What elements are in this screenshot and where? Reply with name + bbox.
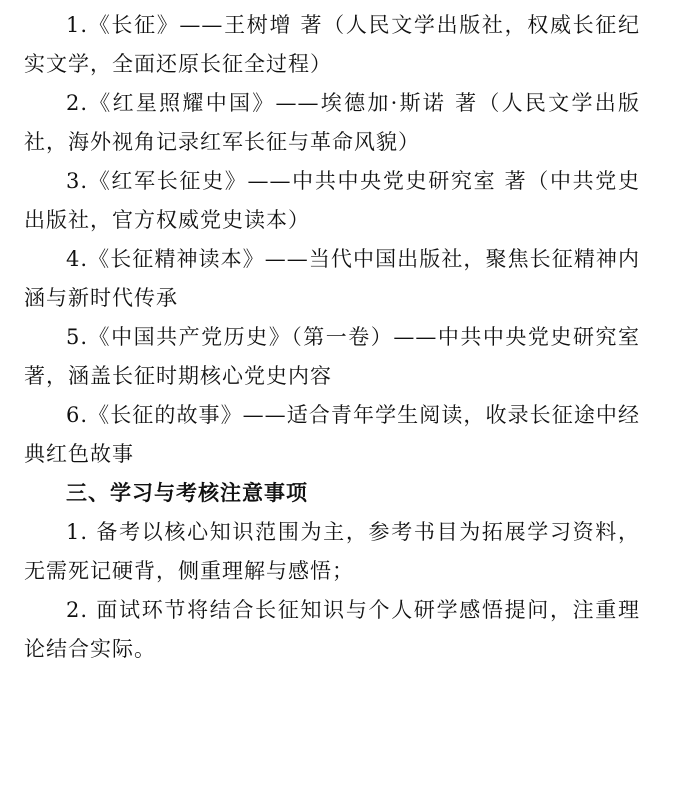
- note-item-1: 1. 备考以核心知识范围为主，参考书目为拓展学习资料，无需死记硬背，侧重理解与感悟；: [24, 520, 640, 583]
- section-heading: 三、学习与考核注意事项: [66, 481, 308, 505]
- book-item-6: 6.《长征的故事》——适合青年学生阅读，收录长征途中经典红色故事: [24, 403, 640, 466]
- document-body: [24, 6, 640, 669]
- book-item-5: 5.《中国共产党历史》（第一卷）——中共中央党史研究室 著，涵盖长征时期核心党史内容: [24, 325, 640, 388]
- book-item-4: 4.《长征精神读本》——当代中国出版社，聚焦长征精神内涵与新时代传承: [24, 247, 640, 310]
- book-item-3: 3.《红军长征史》——中共中央党史研究室 著（中共党史出版社，官方权威党史读本）: [24, 169, 640, 232]
- note-item-2: 2. 面试环节将结合长征知识与个人研学感悟提问，注重理论结合实际。: [24, 598, 640, 661]
- book-item-1: 1.《长征》——王树增 著（人民文学出版社，权威长征纪实文学，全面还原长征全过程）: [24, 13, 640, 76]
- book-item-2: 2.《红星照耀中国》——埃德加·斯诺 著（人民文学出版社，海外视角记录红军长征与革命风貌）: [24, 91, 640, 154]
